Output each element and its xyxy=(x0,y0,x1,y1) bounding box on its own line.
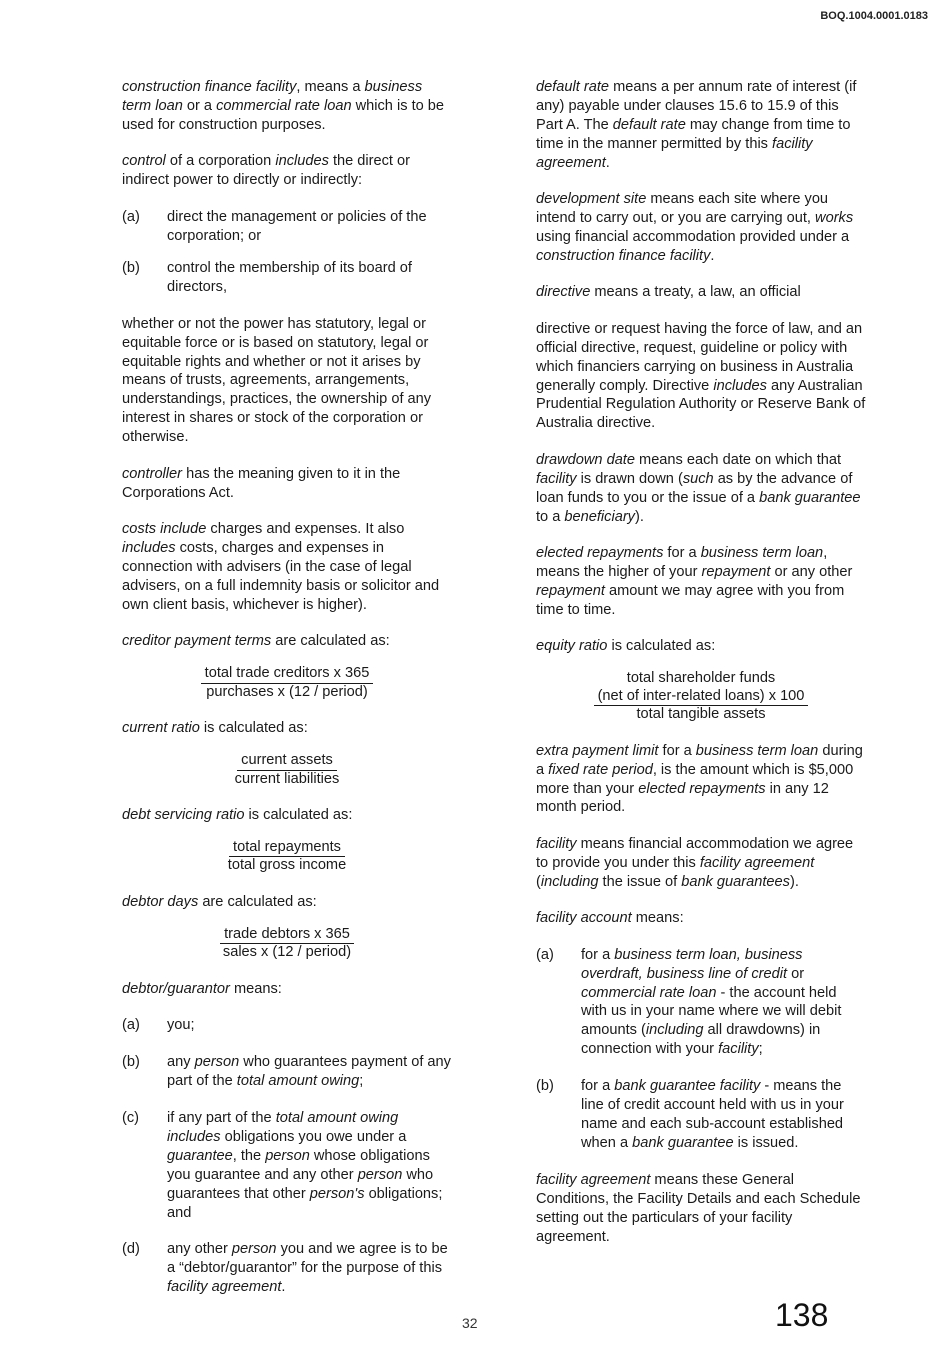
def-creditor-payment-terms: creditor payment terms are calculated as: xyxy=(122,633,390,650)
def-controller: controller has the meaning given to it in the Corporations Act. xyxy=(122,465,401,501)
def-control: control of a corporation includes the direct or indirect power to directly or indirectly: xyxy=(122,153,411,189)
formula-debt-servicing-ratio: total repayments total gross income xyxy=(227,838,347,874)
list-item: (b) any person who guarantees payment of any part of the total amount owing; xyxy=(122,1054,451,1090)
formula-equity-ratio: total shareholder funds (net of inter-related loans) x 100 total tangible assets xyxy=(536,670,866,724)
right-column xyxy=(536,78,866,1264)
def-debtor-days: debtor days are calculated as: xyxy=(122,893,317,910)
list-item: (d) any other person you and we agree is to be a “debtor/guarantor” for the purpose of this facility agreement. xyxy=(122,1241,448,1296)
def-debtor-guarantor: debtor/guarantor means: xyxy=(122,980,282,997)
formula-creditor-payment-terms: total trade creditors x 365 purchases x (12 / period) xyxy=(122,665,452,701)
def-costs: costs include charges and expenses. It also includes costs, charges and expenses in connection with advisers (in the case of legal advisers, on a full indemnity basis or solicitor and own client basis, whichever is higher). xyxy=(122,521,440,613)
def-facility-account: facility account means: xyxy=(536,910,684,927)
def-drawdown-date: drawdown date means each date on which that facility is drawn down (such as by the advance of loan funds to you or the issue of a bank guarantee to a beneficiary). xyxy=(536,451,861,525)
def-development-site: development site means each site where you intend to carry out, or you are carrying out, works using financial accommodation provided under a construction finance facility. xyxy=(536,191,854,264)
document-id: BOQ.1004.0001.0183 xyxy=(820,10,928,22)
def-directive-continuation: directive or request having the force of law, and an official directive, request, guideline or policy with which financiers carrying on business in Australia generally comply. Directive includes any Australian Prudential Regulation Authority or Reserve Bank of Australia directive. xyxy=(536,320,866,432)
formula-debtor-days: trade debtors x 365 sales x (12 / period) xyxy=(122,926,452,962)
list-item: (b) for a bank guarantee facility - means the line of credit account held with us in your name and each sub-account established when a bank guarantee is issued. xyxy=(536,1078,844,1151)
list-item: (c) if any part of the total amount owing includes obligations you owe under a guarantee, the person whose obligations you guarantee and any other person who guarantees that other person's obligations; and xyxy=(122,1110,443,1221)
def-facility: facility means financial accommodation we agree to provide you under this facility agreement (including the issue of bank guarantees). xyxy=(536,835,854,890)
def-control-continuation: whether or not the power has statutory, legal or equitable force or is based on statutory, legal or equitable rights and whether or not it arises by means of trusts, agreements, arrangements, understandings, practices, the ownership of any interest in shares or stock of the corporation or otherwise. xyxy=(122,315,432,446)
def-equity-ratio: equity ratio is calculated as: xyxy=(536,638,716,655)
bates-number: 138 xyxy=(775,1297,829,1333)
left-column xyxy=(122,78,452,1311)
def-current-ratio: current ratio is calculated as: xyxy=(122,720,308,737)
def-extra-payment-limit: extra payment limit for a business term loan during a fixed rate period, is the amount which is $5,000 more than your elected repayments in any 12 month period. xyxy=(536,742,863,816)
list-item: (a) for a business term loan, business overdraft, business line of credit or commercial rate loan - the account held with us in your name where we will debit amounts (including all drawdowns) in connection with your facility; xyxy=(536,946,842,1058)
list-item: (b) control the membership of its board of directors, xyxy=(122,259,412,295)
list-item: (a) direct the management or policies of the corporation; or xyxy=(122,208,427,244)
def-debt-servicing-ratio: debt servicing ratio is calculated as: xyxy=(122,807,353,824)
def-directive: directive means a treaty, a law, an official xyxy=(536,284,801,301)
list-item: (a) you; xyxy=(122,1017,195,1034)
formula-current-ratio: current assets current liabilities xyxy=(234,752,340,787)
page-number: 32 xyxy=(462,1315,478,1331)
def-facility-agreement: facility agreement means these General Conditions, the Facility Details and each Schedule setting out the particulars of your facility agreement. xyxy=(536,1171,861,1245)
def-elected-repayments: elected repayments for a business term loan, means the higher of your repayment or any other repayment amount we may agree with you from time to time. xyxy=(536,545,853,618)
def-construction-finance-facility: construction finance facility, means a business term loan or a commercial rate loan which is to be used for construction purposes. xyxy=(122,79,445,133)
def-default-rate: default rate means a per annum rate of interest (if any) payable under clauses 15.6 to 15.9 of this Part A. The default rate may change from time to time in the manner permitted by this facility agreement. xyxy=(536,79,857,171)
